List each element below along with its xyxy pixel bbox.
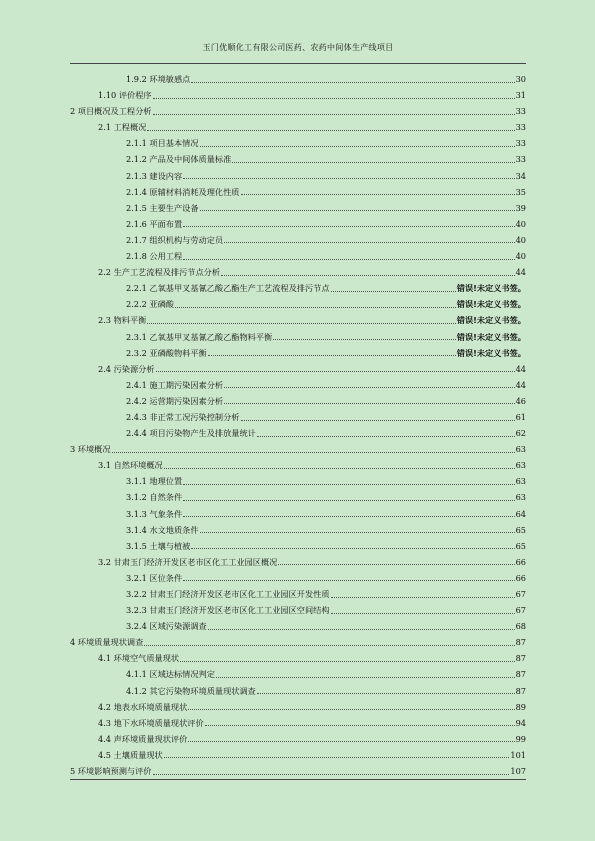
toc-entry-title: 2.3 物料平衡 — [98, 315, 147, 326]
toc-entry-title: 2.1.7 组织机构与劳动定员 — [126, 234, 224, 245]
toc-entry-page: 40 — [515, 218, 526, 229]
toc-dot-leader — [200, 146, 515, 147]
toc-entry-title: 2.4 污染源分析 — [98, 363, 155, 374]
toc-dot-leader — [241, 194, 515, 195]
toc-entry[interactable] — [70, 168, 526, 184]
toc-entry-title: 2.1.1 项目基本情况 — [126, 138, 199, 149]
toc-entry-title: 2.1.2 产品及中间体质量标准 — [126, 154, 232, 165]
toc-entry[interactable] — [70, 216, 526, 232]
toc-dot-leader — [183, 500, 514, 501]
toc-entry-page: 67 — [515, 605, 526, 616]
toc-dot-leader — [208, 629, 515, 630]
toc-entry-page: 44 — [515, 379, 526, 390]
toc-entry-title: 2.2.1 乙氧基甲叉基氰乙酸乙酯生产工艺流程及排污节点 — [126, 283, 330, 294]
toc-dot-leader — [183, 516, 514, 517]
toc-entry-title: 1.10 评价程序 — [98, 90, 152, 101]
toc-entry-page: 33 — [515, 138, 526, 149]
toc-entry-page: 99 — [515, 733, 526, 744]
toc-entry-title: 1.9.2 环境敏感点 — [126, 74, 191, 84]
toc-dot-leader — [200, 532, 515, 533]
toc-entry[interactable] — [70, 699, 526, 715]
toc-dot-leader — [257, 693, 515, 694]
toc-entry-page: 67 — [515, 589, 526, 599]
toc-dot-leader — [180, 661, 514, 662]
toc-entry-title: 5 环境影响预测与评价 — [70, 766, 152, 777]
toc-entry-page: 33 — [515, 154, 526, 165]
toc-entry-title: 3 环境概况 — [70, 444, 111, 455]
toc-entry[interactable] — [70, 71, 526, 87]
toc-entry[interactable] — [70, 650, 526, 666]
toc-entry-page: 31 — [515, 90, 526, 101]
toc-entry[interactable] — [70, 747, 526, 763]
toc-entry-title: 3.2.2 甘肃玉门经济开发区老市区化工工业园区开发性质 — [126, 589, 330, 599]
toc-entry-title: 3.1.3 气象条件 — [126, 508, 183, 519]
toc-entry[interactable] — [70, 425, 526, 441]
toc-entry-title: 2.1.5 主要生产设备 — [126, 202, 199, 213]
toc-entry-error: 错误!未定义书签。 — [456, 331, 526, 342]
toc-entry-page: 30 — [515, 74, 526, 84]
toc-entry-title: 4.1 环境空气质量现状 — [98, 653, 180, 664]
toc-dot-leader — [331, 291, 456, 292]
toc-entry-page: 87 — [515, 637, 526, 648]
toc-entry-title: 2.1.4 原辅材料消耗及理化性质 — [126, 186, 240, 197]
toc-entry-page: 87 — [515, 653, 526, 664]
toc-entry-page: 63 — [515, 492, 526, 503]
toc-entry[interactable] — [70, 473, 526, 489]
toc-entry-error: 错误!未定义书签。 — [456, 299, 526, 310]
toc-entry[interactable] — [70, 232, 526, 248]
toc-entry-page: 89 — [515, 701, 526, 712]
toc-entry[interactable] — [70, 763, 526, 779]
toc-dot-leader — [153, 774, 510, 775]
toc-entry-title: 3.2.4 区域污染源调查 — [126, 621, 207, 632]
toc-entry-title: 2.1 工程概况 — [98, 122, 147, 133]
toc-entry[interactable] — [70, 489, 526, 505]
toc-entry[interactable] — [70, 666, 526, 682]
toc-entry[interactable] — [70, 683, 526, 699]
toc-entry-title: 2.4.4 项目污染物产生及排放量统计 — [126, 428, 256, 439]
toc-entry[interactable] — [70, 248, 526, 264]
toc-dot-leader — [183, 259, 514, 260]
toc-entry-title: 3.1.2 自然条件 — [126, 492, 183, 503]
toc-entry[interactable] — [70, 506, 526, 522]
toc-entry-title: 3.2.1 区位条件 — [126, 572, 183, 583]
toc-entry-title: 2.4.1 施工期污染因素分析 — [126, 379, 224, 390]
toc-entry-page: 34 — [515, 170, 526, 181]
toc-dot-leader — [147, 130, 514, 131]
toc-dot-leader — [278, 564, 514, 565]
toc-entry[interactable] — [70, 184, 526, 200]
toc-entry[interactable] — [70, 345, 526, 361]
toc-dot-leader — [183, 580, 514, 581]
toc-entry-page: 87 — [515, 685, 526, 696]
toc-entry[interactable] — [70, 103, 526, 119]
toc-dot-leader — [188, 741, 514, 742]
toc-dot-leader — [188, 709, 514, 710]
toc-entry[interactable] — [70, 87, 526, 103]
toc-entry-page: 61 — [515, 411, 526, 422]
toc-entry-title: 2.4.3 非正常工况污染控制分析 — [126, 411, 240, 422]
toc-entry-page: 63 — [515, 460, 526, 471]
toc-entry-page: 66 — [515, 572, 526, 583]
toc-entry-title: 2.2.2 亚磷酸 — [126, 299, 174, 310]
toc-dot-leader — [156, 371, 515, 372]
toc-dot-leader — [112, 452, 515, 453]
toc-entry-title: 3.2 甘肃玉门经济开发区老市区化工工业园区概况 — [98, 556, 278, 567]
toc-entry-page: 64 — [515, 508, 526, 519]
toc-entry-page: 46 — [515, 395, 526, 406]
toc-entry[interactable] — [70, 441, 526, 457]
toc-entry[interactable] — [70, 634, 526, 650]
toc-entry-title: 4.3 地下水环境质量现状评价 — [98, 717, 204, 728]
toc-dot-leader — [164, 468, 515, 469]
toc-entry-title: 2.3.2 亚磷酸物料平衡 — [126, 347, 207, 358]
toc-entry[interactable] — [70, 602, 526, 618]
toc-dot-leader — [224, 403, 514, 404]
toc-entry[interactable] — [70, 618, 526, 634]
toc-entry-page: 33 — [515, 122, 526, 133]
toc-entry[interactable] — [70, 538, 526, 554]
toc-entry[interactable] — [70, 296, 526, 312]
toc-entry-title: 4.1.2 其它污染物环境质量现状调查 — [126, 685, 256, 696]
toc-entry-page: 44 — [515, 363, 526, 374]
toc-entry-title: 4.4 声环境质量现状评价 — [98, 733, 188, 744]
toc-dot-leader — [224, 242, 514, 243]
toc-entry-page: 65 — [515, 540, 526, 551]
toc-entry[interactable] — [70, 200, 526, 216]
toc-entry[interactable] — [70, 361, 526, 377]
toc-dot-leader — [144, 645, 514, 646]
header-rule — [70, 63, 526, 64]
toc-entry-title: 2.2 生产工艺流程及排污节点分析 — [98, 267, 221, 278]
toc-entry[interactable] — [70, 135, 526, 151]
toc-entry-page: 62 — [515, 428, 526, 439]
toc-entry[interactable] — [70, 715, 526, 731]
toc-entry-page: 63 — [515, 476, 526, 487]
toc-entry-page: 68 — [515, 621, 526, 632]
table-of-contents — [70, 71, 526, 779]
toc-entry-page: 66 — [515, 556, 526, 567]
toc-entry[interactable] — [70, 264, 526, 280]
toc-dot-leader — [331, 597, 515, 598]
toc-entry[interactable] — [70, 586, 526, 602]
toc-dot-leader — [208, 355, 456, 356]
footer-rule — [70, 779, 526, 780]
toc-dot-leader — [164, 757, 510, 758]
toc-entry[interactable] — [70, 731, 526, 747]
toc-entry-title: 4 环境质量现状调查 — [70, 637, 144, 648]
toc-entry-page: 39 — [515, 202, 526, 213]
toc-entry-title: 3.1 自然环境概况 — [98, 460, 163, 471]
toc-entry[interactable] — [70, 329, 526, 345]
toc-dot-leader — [175, 307, 456, 308]
toc-dot-leader — [200, 210, 515, 211]
toc-dot-leader — [257, 436, 515, 437]
toc-entry-title: 3.1.1 地理位置 — [126, 476, 183, 487]
toc-entry-error: 错误!未定义书签。 — [456, 347, 526, 358]
toc-entry-page: 65 — [515, 524, 526, 535]
toc-dot-leader — [191, 82, 514, 83]
toc-entry-title: 4.1.1 区域达标情况判定 — [126, 669, 215, 680]
toc-dot-leader — [232, 162, 514, 163]
toc-entry-page: 87 — [515, 669, 526, 680]
toc-entry-title: 2.4.2 运营期污染因素分析 — [126, 395, 224, 406]
toc-dot-leader — [191, 548, 514, 549]
toc-dot-leader — [216, 677, 515, 678]
toc-entry-page: 107 — [510, 766, 526, 777]
toc-dot-leader — [183, 226, 514, 227]
toc-entry-page: 63 — [515, 444, 526, 455]
page-header: 玉门优顺化工有限公司医药、农药中间体生产线项目 — [202, 43, 394, 52]
toc-entry-title: 3.2.3 甘肃玉门经济开发区老市区化工工业园区空间结构 — [126, 605, 330, 616]
toc-dot-leader — [153, 98, 515, 99]
toc-dot-leader — [221, 275, 515, 276]
toc-dot-leader — [183, 178, 514, 179]
toc-entry-page: 94 — [515, 717, 526, 728]
toc-dot-leader — [241, 420, 515, 421]
toc-entry[interactable] — [70, 393, 526, 409]
toc-dot-leader — [147, 323, 455, 324]
toc-entry[interactable] — [70, 312, 526, 328]
toc-entry[interactable] — [70, 409, 526, 425]
toc-dot-leader — [331, 613, 515, 614]
toc-dot-leader — [153, 114, 515, 115]
toc-entry[interactable] — [70, 119, 526, 135]
toc-entry-title: 2.3.1 乙氧基甲叉基氰乙酸乙酯物料平衡 — [126, 331, 273, 342]
toc-entry-error: 错误!未定义书签。 — [456, 315, 526, 326]
toc-dot-leader — [273, 339, 456, 340]
toc-entry[interactable] — [70, 280, 526, 296]
toc-dot-leader — [205, 725, 515, 726]
toc-entry-title: 4.5 土壤质量现状 — [98, 749, 163, 760]
toc-entry[interactable] — [70, 151, 526, 167]
toc-entry-title: 3.1.4 水文地质条件 — [126, 524, 199, 535]
toc-entry-page: 40 — [515, 234, 526, 245]
toc-entry[interactable] — [70, 377, 526, 393]
toc-entry-title: 2.1.8 公用工程 — [126, 251, 183, 262]
toc-entry-title: 3.1.5 土壤与植被 — [126, 540, 191, 551]
toc-entry-page: 101 — [510, 749, 526, 760]
toc-entry[interactable] — [70, 554, 526, 570]
toc-entry-title: 2.1.6 平面布置 — [126, 218, 183, 229]
toc-dot-leader — [224, 387, 514, 388]
toc-entry-page: 44 — [515, 267, 526, 278]
toc-entry-page: 40 — [515, 251, 526, 262]
toc-entry-error: 错误!未定义书签。 — [456, 283, 526, 294]
toc-entry[interactable] — [70, 457, 526, 473]
toc-entry-title: 2 项目概况及工程分析 — [70, 106, 152, 117]
toc-entry[interactable] — [70, 570, 526, 586]
toc-entry[interactable] — [70, 522, 526, 538]
toc-entry-title: 4.2 地表水环境质量现状 — [98, 701, 188, 712]
toc-entry-title: 2.1.3 建设内容 — [126, 170, 183, 181]
toc-entry-page: 35 — [515, 186, 526, 197]
toc-dot-leader — [183, 484, 514, 485]
toc-entry-page: 33 — [515, 106, 526, 117]
